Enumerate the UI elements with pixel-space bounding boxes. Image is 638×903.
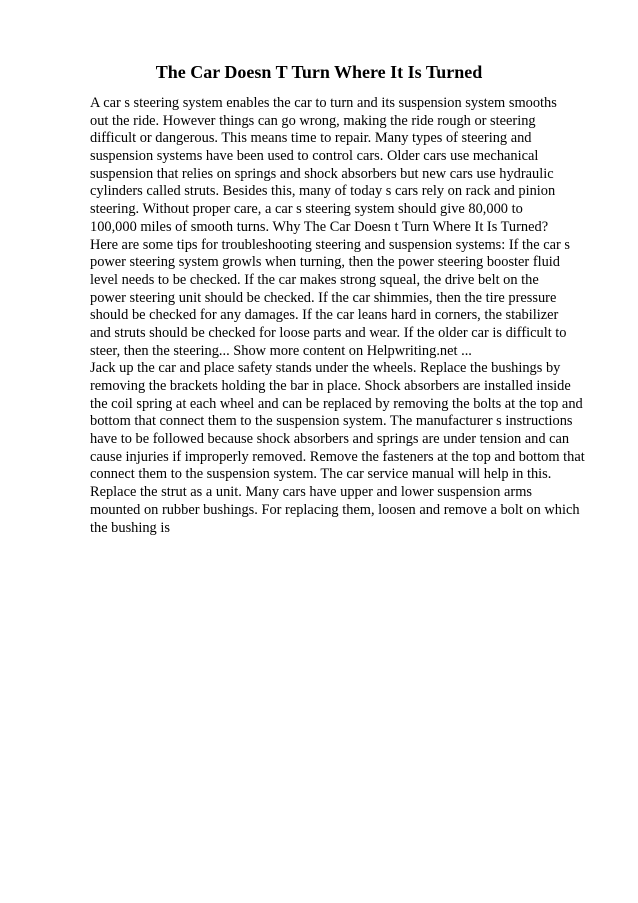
body-line: connect them to the suspension system. The car service manual will help in this. bbox=[90, 466, 552, 483]
body-line: level needs to be checked. If the car makes strong squeal, the drive belt on the bbox=[90, 271, 539, 288]
body-line: mounted on rubber bushings. For replacing them, loosen and remove a bolt on which bbox=[90, 501, 580, 518]
body-line: Jack up the car and place safety stands under the wheels. Replace the bushings by bbox=[90, 360, 561, 377]
body-line: 100,000 miles of smooth turns. Why The Car Doesn t Turn Where It Is Turned? bbox=[90, 218, 549, 235]
body-line: Replace the strut as a unit. Many cars have upper and lower suspension arms bbox=[90, 484, 532, 501]
body-line: steer, then the steering... Show more content on Helpwriting.net ... bbox=[90, 342, 472, 359]
body-line: should be checked for any damages. If the car leans hard in corners, the stabilizer bbox=[90, 307, 559, 324]
body-line: the coil spring at each wheel and can be replaced by removing the bolts at the top and bbox=[90, 395, 583, 412]
document-body bbox=[90, 95, 600, 537]
body-line: steering. Without proper care, a car s steering system should give 80,000 to bbox=[90, 201, 523, 218]
body-line: Here are some tips for troubleshooting steering and suspension systems: If the car s bbox=[90, 236, 570, 253]
body-line: power steering unit should be checked. If the car shimmies, then the tire pressure bbox=[90, 289, 557, 306]
body-line: removing the brackets holding the bar in place. Shock absorbers are installed inside bbox=[90, 378, 571, 394]
body-line: and struts should be checked for loose parts and wear. If the older car is difficult to bbox=[90, 324, 567, 341]
body-line: difficult or dangerous. This means time to repair. Many types of steering and bbox=[90, 130, 532, 147]
body-line: out the ride. However things can go wrong, making the ride rough or steering bbox=[90, 112, 536, 129]
body-line: cylinders called struts. Besides this, many of today s cars rely on rack and pinion bbox=[90, 183, 556, 200]
body-line: cause injuries if improperly removed. Remove the fasteners at the top and bottom that bbox=[90, 448, 585, 465]
body-line: power steering system growls when turning, then the power steering booster fluid bbox=[90, 254, 560, 271]
body-line: suspension that relies on springs and shock absorbers but new cars use hydraulic bbox=[90, 165, 554, 182]
body-line: the bushing is bbox=[90, 519, 170, 536]
body-line: bottom that connect them to the suspension system. The manufacturer s instructions bbox=[90, 413, 573, 430]
body-line: A car s steering system enables the car to turn and its suspension system smooths bbox=[90, 95, 557, 111]
body-line: have to be followed because shock absorbers and springs are under tension and can bbox=[90, 431, 570, 448]
document-title: The Car Doesn T Turn Where It Is Turned bbox=[155, 62, 483, 82]
body-line: suspension systems have been used to control cars. Older cars use mechanical bbox=[90, 148, 539, 165]
